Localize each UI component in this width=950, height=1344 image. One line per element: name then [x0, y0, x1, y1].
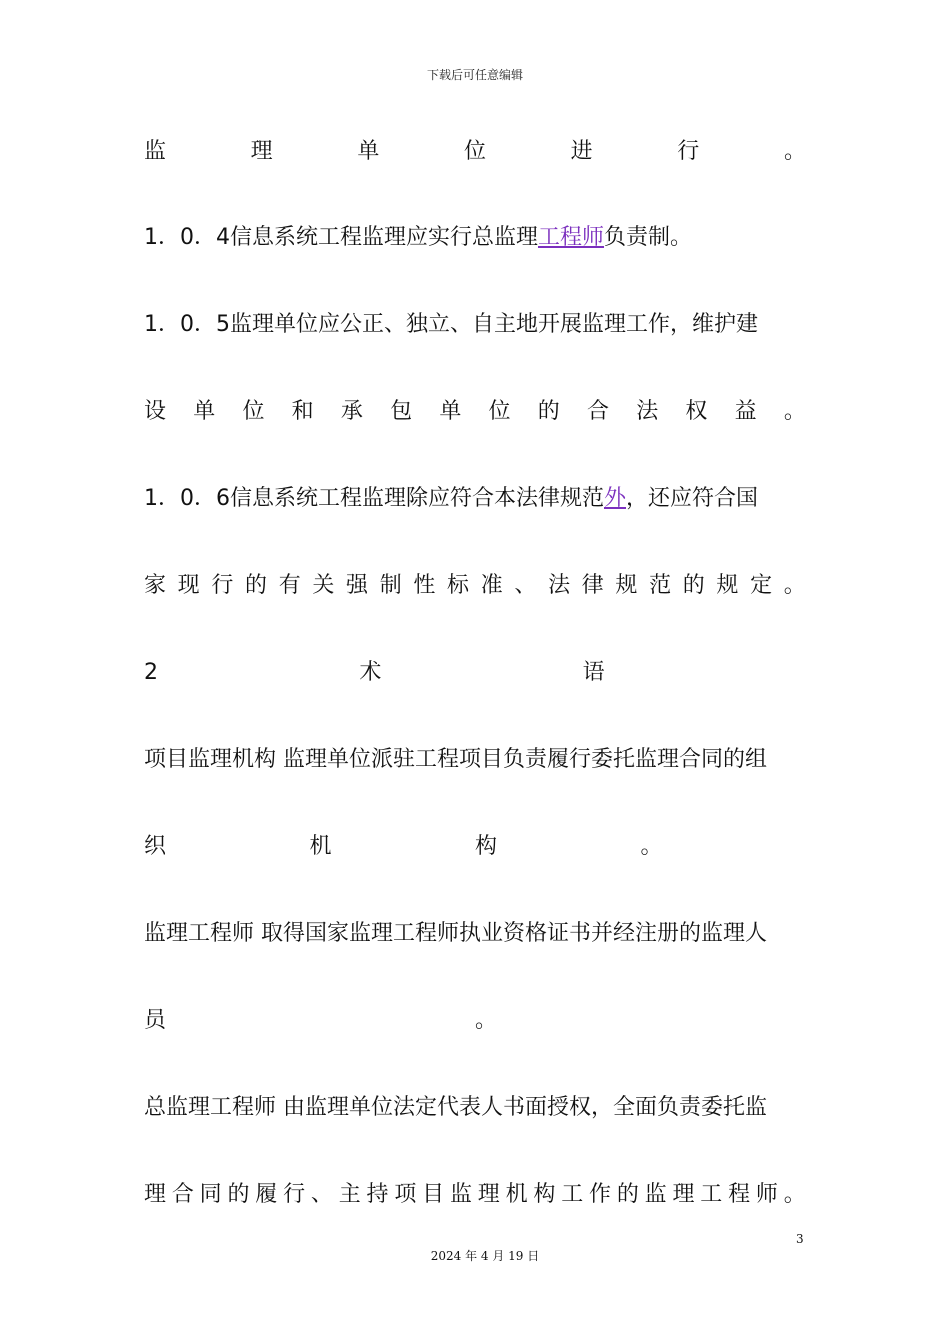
spread-char: 位 — [242, 399, 265, 424]
spread-char: 程 — [728, 1182, 751, 1207]
spread-char: 员 — [144, 1008, 167, 1033]
spread-char: 合 — [171, 1182, 194, 1207]
spread-char: 合 — [586, 399, 609, 424]
spread-char: 主 — [338, 1182, 361, 1207]
spread-char: 同 — [199, 1182, 222, 1207]
spread-char: 工 — [561, 1182, 584, 1207]
page-footer-date: 2024 年 4 月 19 日 — [430, 1249, 540, 1263]
spread-char: 法 — [636, 399, 659, 424]
spread-char: 。 — [783, 139, 806, 164]
spread-char: 包 — [390, 399, 413, 424]
spread-char: 行 — [283, 1182, 306, 1207]
spread-char: 现 — [177, 573, 200, 598]
spread-char: 、 — [514, 573, 537, 598]
spread-char: 。 — [640, 834, 663, 859]
spread-char: 2 — [144, 660, 158, 685]
spread-char: 的 — [245, 573, 268, 598]
spread-char: 承 — [340, 399, 363, 424]
spread-char: 。 — [783, 399, 806, 424]
spread-char: 履 — [255, 1182, 278, 1207]
line-2-text-end: 负责制。 — [604, 225, 693, 250]
spread-char: 的 — [616, 1182, 639, 1207]
page-header: 下载后可任意编辑 — [426, 68, 523, 82]
body-line-1 — [144, 136, 806, 168]
spread-char: 构 — [533, 1182, 556, 1207]
spread-char: 家 — [144, 573, 167, 598]
spread-char: 织 — [144, 834, 167, 859]
spread-char: 理 — [144, 1182, 167, 1207]
spread-char: 和 — [291, 399, 314, 424]
spread-char: 进 — [570, 139, 593, 164]
spread-char: 语 — [582, 660, 605, 685]
spread-char: 术 — [359, 660, 382, 685]
spread-char: 定 — [750, 573, 773, 598]
spread-char: 、 — [310, 1182, 333, 1207]
body-line-4 — [144, 396, 806, 428]
body-line-13 — [144, 1179, 806, 1211]
section-heading-terms — [144, 657, 806, 689]
spread-char: 位 — [463, 139, 486, 164]
spread-char: 位 — [488, 399, 511, 424]
spread-char: 行 — [677, 139, 700, 164]
spread-char: 理 — [250, 139, 273, 164]
spread-char: 性 — [413, 573, 436, 598]
body-line-6 — [144, 570, 806, 602]
spread-char: 的 — [682, 573, 705, 598]
line-2-text-start: 1．0．4信息系统工程监理应实行总监理 — [144, 225, 538, 250]
spread-char: 机 — [505, 1182, 528, 1207]
spread-char: 单 — [439, 399, 462, 424]
body-line-3: 1．0．5监理单位应公正、独立、自主地开展监理工作，维护建 — [144, 312, 758, 337]
line-5-text-end: ，还应符合国 — [626, 486, 759, 511]
spread-char: 行 — [211, 573, 234, 598]
spread-char: 持 — [366, 1182, 389, 1207]
spread-char: 作 — [589, 1182, 612, 1207]
spread-char: 机 — [309, 834, 332, 859]
spread-char: 的 — [537, 399, 560, 424]
spread-char: 强 — [346, 573, 369, 598]
spread-char: 范 — [649, 573, 672, 598]
spread-char: 监 — [644, 1182, 667, 1207]
spread-char: 。 — [783, 1182, 806, 1207]
spread-char: 规 — [615, 573, 638, 598]
spread-char: 。 — [783, 573, 806, 598]
spread-char: 有 — [278, 573, 301, 598]
spread-char: 构 — [475, 834, 498, 859]
body-line-11 — [144, 1005, 806, 1037]
spread-char: 法 — [548, 573, 571, 598]
spread-char: 监 — [449, 1182, 472, 1207]
spread-char: 权 — [685, 399, 708, 424]
spread-char: 的 — [227, 1182, 250, 1207]
spread-char: 目 — [422, 1182, 445, 1207]
line-5-text-start: 1．0．6信息系统工程监理除应符合本法律规范 — [144, 486, 604, 511]
spread-char: 关 — [312, 573, 335, 598]
body-line-10: 监理工程师 取得国家监理工程师执业资格证书并经注册的监理人 — [144, 921, 767, 946]
spread-char: 制 — [379, 573, 402, 598]
spread-char: 标 — [447, 573, 470, 598]
spread-char: 单 — [357, 139, 380, 164]
page-number: 3 — [796, 1232, 804, 1246]
spread-char: 理 — [672, 1182, 695, 1207]
spread-char: 设 — [144, 399, 167, 424]
spread-char: 工 — [700, 1182, 723, 1207]
spread-char: 准 — [480, 573, 503, 598]
spread-char: 益 — [734, 399, 757, 424]
spread-char: 律 — [581, 573, 604, 598]
spread-char: 监 — [144, 139, 167, 164]
spread-char: 。 — [475, 1008, 498, 1033]
body-line-12: 总监理工程师 由监理单位法定代表人书面授权，全面负责委托监 — [144, 1095, 767, 1120]
spread-char: 单 — [193, 399, 216, 424]
body-line-5 — [144, 483, 806, 515]
body-line-8: 项目监理机构 监理单位派驻工程项目负责履行委托监理合同的组 — [144, 747, 767, 772]
spread-char: 师 — [755, 1182, 778, 1207]
spread-char: 规 — [716, 573, 739, 598]
engineer-link[interactable]: 工程师 — [538, 225, 605, 250]
outside-link[interactable]: 外 — [604, 486, 627, 511]
spread-char: 理 — [477, 1182, 500, 1207]
spread-char: 项 — [394, 1182, 417, 1207]
body-line-9 — [144, 831, 806, 863]
body-line-2 — [144, 222, 806, 254]
